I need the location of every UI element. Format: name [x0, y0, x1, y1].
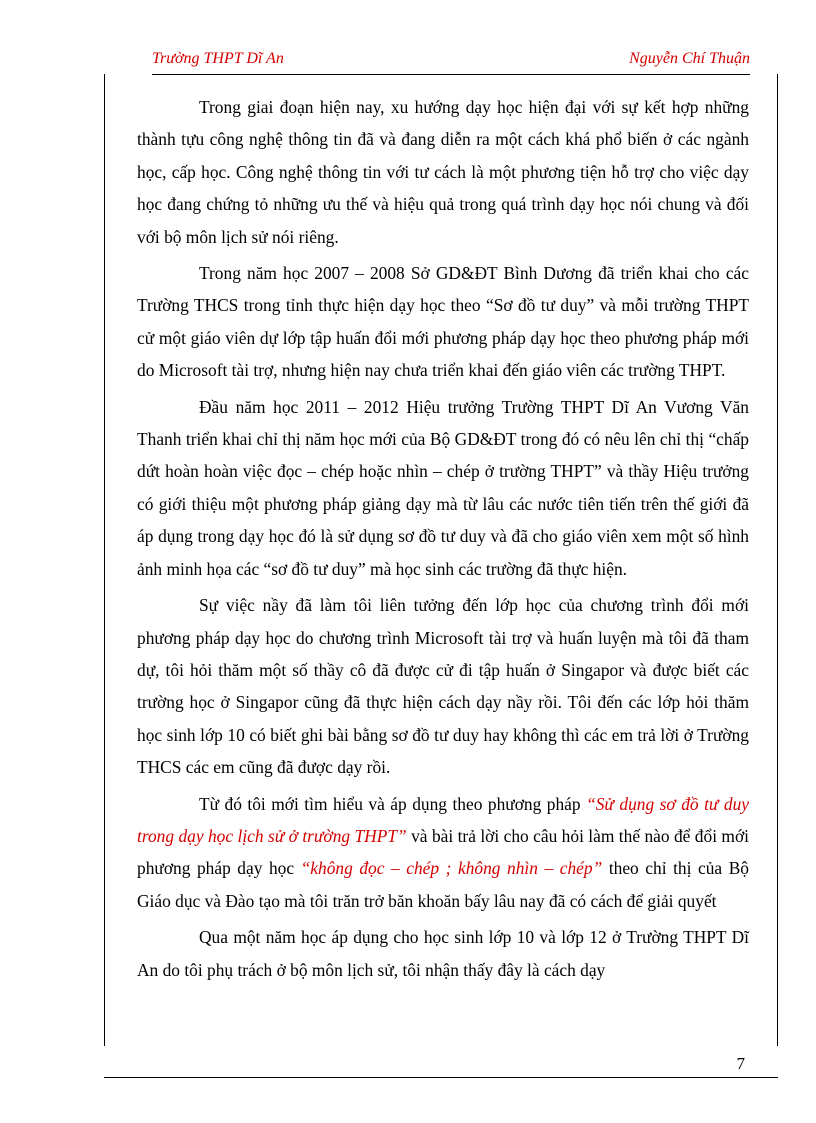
paragraph-6: Qua một năm học áp dụng cho học sinh lớp 10 và lớp 12 ở Trường THPT Dĩ An do tôi phụ trách ở bộ môn lịch sử, tôi nhận thấy đây là cách dạy	[137, 927, 749, 980]
page-border-right	[777, 74, 778, 1046]
page-number: 7	[736, 1054, 745, 1073]
header-author-name: Nguyễn Chí Thuận	[629, 50, 750, 67]
paragraph-1: Trong giai đoạn hiện nay, xu hướng dạy học hiện đại với sự kết hợp những thành tựu công nghệ thông tin đã và đang diễn ra một cách khá phổ biến ở các ngành học, cấp học. Công nghệ thông tin với tư cách là một phương tiện hỗ trợ cho việc dạy học đang chứng tỏ những ưu thế và hiệu quả trong quá trình dạy học nói chung và đối với bộ môn lịch sử nói riêng.	[137, 97, 749, 247]
paragraph-5-text-1: Từ đó tôi mới tìm hiểu và áp dụng theo phương pháp	[199, 793, 587, 814]
page-header	[152, 50, 750, 75]
paragraph-5	[137, 788, 749, 918]
header-school-name: Trường THPT Dĩ An	[152, 50, 284, 67]
paragraph-2: Trong năm học 2007 – 2008 Sở GD&ĐT Bình Dương đã triển khai cho các Trường THCS trong tỉnh thực hiện dạy học theo “Sơ đồ tư duy” và mỗi trường THPT cử một giáo viên dự lớp tập huấn đổi mới phương pháp dạy học theo phương pháp mới do Microsoft tài trợ, nhưng hiện nay chưa triển khai đến giáo viên các trường THPT.	[137, 263, 749, 381]
page-border-left	[104, 74, 105, 1046]
page-border-bottom	[104, 1077, 778, 1078]
paragraph-5-text-2: và bài trả lời cho câu hỏi làm thế nào để đổi mới phương pháp dạy học	[137, 825, 749, 879]
paragraph-5-text-3: theo chỉ thị của Bộ Giáo dục và Đào tạo mà tôi trăn trở băn khoăn bấy lâu nay đã có cách để giải quyết	[137, 858, 749, 911]
paragraph-3: Đầu năm học 2011 – 2012 Hiệu trưởng Trường THPT Dĩ An Vương Văn Thanh triển khai chỉ thị năm học mới của Bộ GD&ĐT trong đó có nêu lên chỉ thị “chấp dứt hoàn hoàn việc đọc – chép hoặc nhìn – chép ở trường THPT” và thầy Hiệu trưởng có giới thiệu một phương pháp giảng dạy mà từ lâu các nước tiên tiến trên thế giới đã áp dụng trong dạy học đó là sử dụng sơ đồ tư duy và đã cho giáo viên xem một số hình ảnh minh họa các “sơ đồ tư duy” mà học sinh các trường đã thực hiện.	[137, 396, 749, 579]
highlight-directive-quote: “không đọc – chép ; không nhìn – chép”	[300, 858, 603, 879]
paragraph-4: Sự việc nầy đã làm tôi liên tưởng đến lớp học của chương trình đổi mới phương pháp dạy học do chương trình Microsoft tài trợ và huấn luyện mà tôi đã tham dự, tôi hỏi thăm một số thầy cô đã được cử đi tập huấn ở Singapor và được biết các trường học ở Singapor cũng đã thực hiện cách dạy nầy rồi. Tôi đến các lớp hỏi thăm học sinh lớp 10 có biết ghi bài bằng sơ đồ tư duy hay không thì các em trả lời ở Trường THCS các em cũng đã được dạy rồi.	[137, 595, 749, 778]
page-body	[137, 91, 749, 990]
highlight-topic-title: “Sử dụng sơ đồ tư duy trong dạy học lịch sử ở trường THPT”	[137, 793, 749, 846]
